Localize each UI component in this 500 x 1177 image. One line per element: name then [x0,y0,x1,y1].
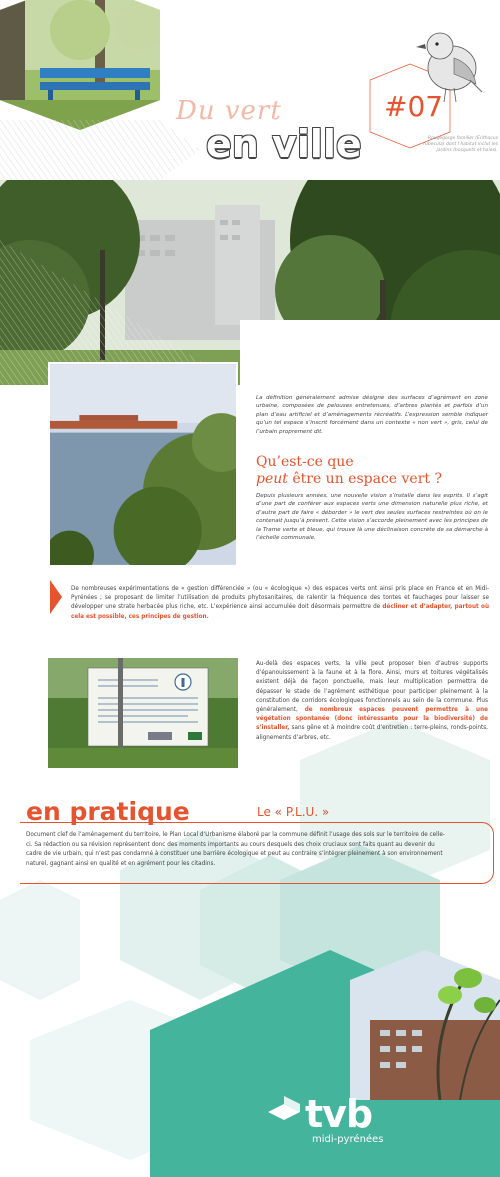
espace-vert-text: La définition généralement admise désigne des surfaces d’agrément en zone urbaine, composées de pelouses entretenues, d’arbres plantés et parfois d’un plan d’eau artificiel et d’aménagements récréatifs. L’expression semble indiquer qu’un tel espace s’inscrit forcément dans un contexte « non vert », gris, celui de l’urbain proprement dit. [256,395,488,435]
supports-tail: sans gêne et à moindre coût d’entretien : terre-pleins, ronds-points, alignements d’arbres, etc. [256,725,488,741]
information-sign-photo [48,658,238,768]
peut-etre-text: Depuis plusieurs années, une nouvelle vision s’installe dans les esprits. Il s’agit d’une part de conférer aux espaces verts une dimension naturelle plus riche, et d’autre part de faire « déborder » le vert des seules surfaces restreintes où on le contenait jusqu’à présent. Cette vision s’accorde pleinement avec les principes de la Trame verte et bleue, qui trouve là une déclinaison concrète de sa démarche à l’échelle communale. [256,493,488,542]
tvb-logo: tvb [305,1092,373,1136]
heading-peut-em: peut [256,471,288,487]
robin-illustration [410,22,484,108]
heading-peut-pre: Qu’est-ce que [256,454,354,470]
heading-espace-vert: Qu’est-ce qu’un espace vert ? [256,340,416,372]
en-pratique-title: en pratique [26,797,190,826]
title-en-ville: en ville [206,122,362,166]
plu-subtitle: Le « P.L.U. » [257,805,330,819]
tvb-region: midi-pyrénées [312,1134,384,1145]
background-hexagons [0,720,500,1177]
issue-number: #07 [384,90,444,123]
gestion-text: De nombreuses expérimentations de « gestion différenciée » (ou « écologique ») des espaces verts ont ainsi pris place en France et en Midi-Pyrénées ; se proposant de limiter l’utilisation de produits phytosanitaires, de ralentir la fréquence des tontes et fauchages pour laisser se développer une strate herbacée plus riche, etc. L’expérience ainsi accumulée doit désormais permettre de [71,586,489,611]
tvb-logo-icon [264,1092,304,1132]
heading-peut-etre [256,454,486,488]
bird-caption: Rougegorge familier (Erithacus rubecula) dont l’habitat inclut les jardins (bosquets et haies). [423,136,498,153]
heading-peut-post: être un espace vert ? [292,471,442,487]
gestion-differenciee-text [71,585,489,622]
supports-text: Au-delà des espaces verts, la ville peut proposer bien d’autres supports d’épanouissement à la faune et à la flore. Ainsi, murs et toitures végétalisés existent déjà de façon ponctuelle, mais leur multiplication permettra de dépasser le stade de l’agrément esthétique pour participer pleinement à la constitution de corridors écologiques fonctionnels au sein de la commune. Plus généralement, [256,661,488,714]
decorative-hatch [0,120,200,180]
supports-accent: de nombreux espaces peuvent permettre à une végétation spontanée (donc intéressante pour la biodiversité) de s’installer, [256,707,488,732]
building-vine-photo [350,950,500,1100]
river-photo [48,362,238,567]
title-du-vert: Du vert [176,96,282,126]
plu-text: Document clef de l’aménagement du territoire, le Plan Local d’Urbanisme élaboré par la commune définit l’usage des sols sur le territoire de celle-ci. Sa rédaction ou sa révision représentent donc des moments importants au cours desquels des choix cruciaux sont faits quant au devenir du cadre de vie urbain, qui n’est pas condamné à constituer une barrière écologique et peut au contraire s’intégrer pleinement à son environnement naturel, gagnant ainsi en qualité et en agrément pour les citadins. [26,832,445,867]
gestion-accent: décliner et d’adapter, partout où cela est possible, ces principes de gestion. [71,604,489,620]
orange-arrow-icon [50,580,62,614]
autres-supports-text [256,660,488,743]
bench-photo [0,0,160,140]
